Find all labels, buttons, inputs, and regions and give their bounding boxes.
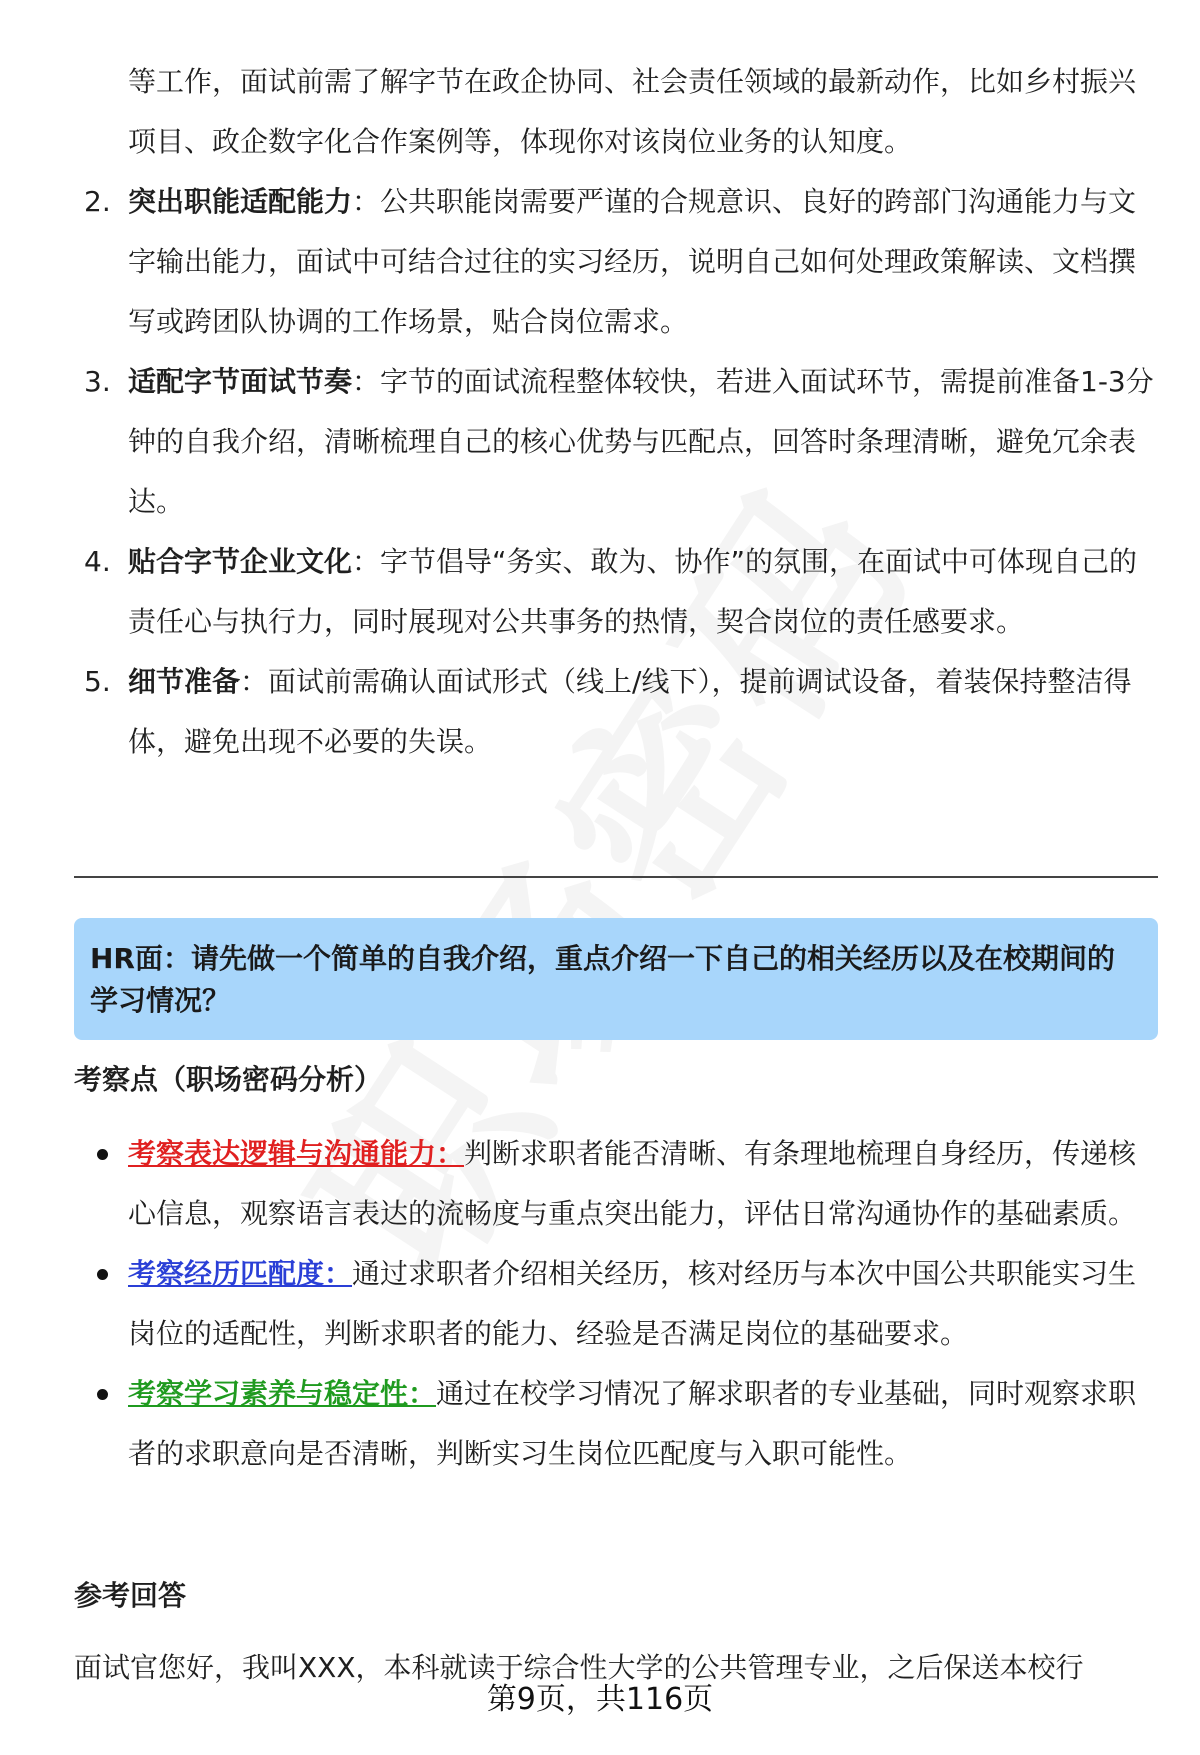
bullet-dot [97, 1149, 108, 1160]
tip-item [0, 352, 1158, 532]
tips-list [0, 172, 1200, 772]
analysis-list [0, 1124, 1200, 1484]
analysis-keyword: 考察学习素养与稳定性： [128, 1377, 437, 1410]
tip-item [0, 652, 1158, 772]
analysis-text: 判断求职者能否清晰、有条理地梳理自身经历，传递核心信息，观察语言表达的流畅度与重点突出能力，评估日常沟通协作的基础素质。 [128, 1137, 1137, 1230]
tip-number: 2. [84, 185, 111, 218]
intro-paragraph: 等工作，面试前需了解字节在政企协同、社会责任领域的最新动作，比如乡村振兴项目、政企数字化合作案例等，体现你对该岗位业务的认知度。 [128, 65, 1137, 158]
question-text: HR面：请先做一个简单的自我介绍，重点介绍一下自己的相关经历以及在校期间的学习情况？ [90, 942, 1115, 1017]
tip-number: 3. [84, 365, 111, 398]
analysis-heading: 考察点（职场密码分析） [74, 1063, 383, 1096]
tip-text: ：字节的面试流程整体较快，若进入面试环节，需提前准备1-3分钟的自我介绍，清晰梳理自己的核心优势与匹配点，回答时条理清晰，避免冗余表达。 [128, 365, 1154, 518]
tip-item [0, 532, 1158, 652]
tip-number: 4. [84, 545, 111, 578]
tip-number: 5. [84, 665, 111, 698]
analysis-keyword: 考察表达逻辑与沟通能力： [128, 1137, 465, 1170]
tip-lead: 适配字节面试节奏 [128, 365, 353, 398]
analysis-text: 通过在校学习情况了解求职者的专业基础，同时观察求职者的求职意向是否清晰，判断实习生岗位匹配度与入职可能性。 [128, 1377, 1137, 1470]
analysis-keyword: 考察经历匹配度： [128, 1257, 353, 1290]
bullet-dot [97, 1269, 108, 1280]
tip-text: ：字节倡导“务实、敢为、协作”的氛围，在面试中可体现自己的责任心与执行力，同时展现对公共事务的热情，契合岗位的责任感要求。 [128, 545, 1138, 638]
analysis-item [0, 1364, 1158, 1484]
analysis-item [0, 1124, 1158, 1244]
tip-lead: 贴合字节企业文化 [128, 545, 353, 578]
reference-heading: 参考回答 [74, 1579, 187, 1612]
tip-text: ：公共职能岗需要严谨的合规意识、良好的跨部门沟通能力与文字输出能力，面试中可结合过往的实习经历，说明自己如何处理政策解读、文档撰写或跨团队协调的工作场景，贴合岗位需求。 [128, 185, 1137, 338]
section-divider [74, 876, 1158, 878]
tip-lead: 突出职能适配能力 [128, 185, 353, 218]
question-box [74, 918, 1158, 1040]
tip-lead: 细节准备 [128, 665, 241, 698]
tip-text: ：面试前需确认面试形式（线上/线下），提前调试设备，着装保持整洁得体，避免出现不必要的失误。 [128, 665, 1132, 758]
page-footer: 第9页，共116页 [486, 1682, 714, 1717]
bullet-dot [97, 1389, 108, 1400]
answer-paragraph: 面试官您好，我叫XXX，本科就读于综合性大学的公共管理专业，之后保送本校行 [74, 1651, 1084, 1684]
analysis-item [0, 1244, 1158, 1364]
analysis-text: 通过求职者介绍相关经历，核对经历与本次中国公共职能实习生岗位的适配性，判断求职者的能力、经验是否满足岗位的基础要求。 [128, 1257, 1137, 1350]
tip-item [0, 172, 1158, 352]
